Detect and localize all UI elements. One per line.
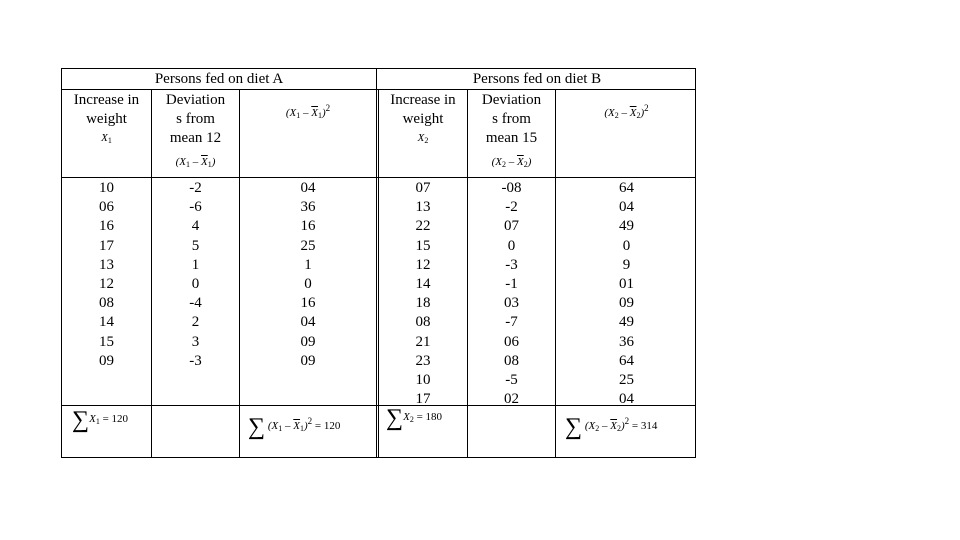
x-sub: 2	[502, 160, 506, 169]
x-sub: 2	[409, 415, 414, 424]
table-cell: 0	[304, 276, 312, 293]
b-x-var: X	[417, 132, 425, 144]
table-cell: 16	[99, 218, 114, 235]
table-cell: 13	[415, 199, 431, 216]
sigma-symbol: ∑	[72, 407, 90, 433]
xbar-var: $\overline{X}$	[517, 156, 524, 168]
header-b-deviation-line2: s from	[492, 111, 531, 127]
x-sub: 1	[278, 424, 283, 433]
paren-close: )	[527, 156, 532, 168]
table-cell: -1	[505, 276, 518, 293]
sum-value: = 314	[629, 420, 658, 432]
paren-open: (	[267, 420, 272, 432]
power: 2	[624, 416, 630, 426]
table-cell: 36	[300, 199, 316, 216]
column-b-x2	[379, 179, 467, 409]
b-x-sub: 2	[424, 136, 429, 145]
header-b-increase-line1: Increase in	[390, 92, 456, 108]
paren-close: )	[304, 420, 308, 432]
header-a-increase-line2: weight	[86, 111, 127, 127]
sigma-symbol: ∑	[386, 405, 404, 431]
xbar-var: $\overline{X}$	[610, 420, 617, 432]
x-sub: 2	[595, 424, 600, 433]
minus: –	[618, 107, 630, 119]
table-cell: 07	[504, 218, 519, 235]
sum-a-squared	[248, 414, 340, 441]
header-a-increase-line1: Increase in	[73, 92, 140, 108]
a-x-var: X	[101, 132, 108, 144]
table-cell: 0	[622, 237, 631, 254]
table-cell: 09	[300, 352, 316, 369]
table-cell: 04	[300, 314, 316, 331]
paren-open: (	[491, 156, 496, 168]
header-b-deviation	[468, 91, 555, 174]
paren-open: (	[175, 156, 180, 168]
table-cell: 16	[300, 218, 316, 235]
table-cell: 12	[99, 276, 114, 293]
diet-weight-table	[61, 68, 696, 458]
table-cell: 14	[99, 314, 114, 331]
header-a-squared	[240, 99, 376, 125]
power: 2	[325, 103, 331, 113]
header-b-increase-line2: weight	[402, 111, 444, 127]
table-cell: 09	[300, 333, 316, 350]
minus: –	[599, 420, 611, 432]
x-sub: 1	[186, 160, 190, 169]
table-cell: 36	[619, 333, 634, 350]
table-cell: 18	[415, 295, 431, 312]
x-sub: 1	[296, 111, 301, 120]
header-a-increase	[62, 91, 151, 150]
table-cell: 06	[99, 199, 114, 216]
table-cell: -6	[189, 199, 202, 216]
table-cell: 04	[300, 180, 316, 196]
table-cell: 49	[619, 314, 634, 331]
sigma-symbol: ∑	[248, 414, 266, 440]
table-cell: 07	[415, 180, 431, 196]
table-cell: 03	[504, 295, 519, 312]
table-cell: 09	[619, 295, 634, 312]
group-header-diet-a: Persons fed on diet A	[154, 71, 284, 87]
table-cell: 5	[191, 237, 200, 254]
x-var: X	[271, 420, 279, 432]
table-cell: 15	[99, 333, 114, 350]
table-cell: 14	[415, 276, 431, 293]
table-cell: 2	[191, 314, 200, 331]
table-cell: 64	[619, 180, 634, 196]
x-var: X	[179, 156, 186, 168]
xbar-var: $\overline{X}$	[201, 156, 208, 168]
header-b-deviation-line3: mean 15	[485, 130, 538, 146]
sum-value: = 120	[99, 413, 129, 425]
xbar-sub: 1	[300, 424, 304, 433]
header-a-sq-expr	[240, 99, 376, 125]
table-cell: 08	[99, 295, 114, 312]
table-cell: 09	[99, 352, 114, 369]
divider-row-group	[62, 89, 695, 90]
table-cell: 17	[415, 391, 431, 408]
table-cell: 02	[504, 391, 519, 408]
table-cell: -4	[189, 295, 202, 312]
header-b-deviation-line1: Deviation	[481, 92, 542, 108]
table-cell: 10	[415, 372, 431, 389]
sigma-symbol: ∑	[565, 414, 583, 440]
table-cell: 3	[191, 333, 200, 350]
header-b-increase	[379, 91, 467, 150]
header-a-deviation-line1: Deviation	[165, 92, 226, 108]
sum-value: = 180	[413, 411, 443, 423]
table-cell: 08	[415, 314, 431, 331]
table-cell: 21	[415, 333, 431, 350]
table-cell: 4	[191, 218, 200, 235]
table-cell: 10	[99, 180, 114, 196]
table-cell: 9	[622, 256, 631, 273]
table-cell: 01	[619, 276, 634, 293]
table-cell: -3	[505, 256, 518, 273]
x-sub: 2	[614, 111, 619, 120]
xbar-sub: 1	[207, 160, 212, 169]
table-cell: -5	[505, 372, 518, 389]
table-cell: 0	[191, 276, 200, 293]
paren-open: (	[604, 107, 609, 119]
power: 2	[644, 103, 649, 113]
column-b-squared	[556, 179, 697, 409]
paren-open: (	[584, 420, 589, 432]
xbar-sub: 2	[617, 424, 621, 433]
sum-b-squared	[565, 414, 657, 441]
table-cell: 12	[415, 256, 431, 273]
header-a-deviation	[152, 91, 239, 174]
header-a-deviation-line2: s from	[176, 111, 215, 127]
sum-a-x1	[72, 407, 128, 434]
minus: –	[282, 420, 294, 432]
header-a-x1-symbol	[62, 129, 151, 150]
table-cell: -2	[189, 180, 202, 196]
column-a-x1	[62, 179, 151, 371]
header-b-x2-symbol	[379, 129, 467, 150]
header-a-deviation-line3: mean 12	[169, 130, 222, 146]
sum-value: = 120	[312, 420, 341, 432]
table-cell: -2	[505, 199, 518, 216]
divider-group	[376, 69, 377, 457]
table-cell: 25	[300, 237, 316, 254]
table-cell: 15	[415, 237, 431, 254]
table-cell: 25	[619, 372, 634, 389]
table-cell: 1	[191, 256, 200, 273]
table-cell: 04	[619, 199, 634, 216]
header-b-dev-expr	[468, 153, 555, 174]
x-var: X	[608, 107, 615, 119]
table-cell: -08	[501, 180, 522, 196]
x-var: X	[89, 413, 96, 425]
column-a-deviation	[152, 179, 239, 371]
paren-close: )	[321, 107, 326, 119]
x-sub: 1	[95, 417, 100, 426]
xbar-var: $\overline{X}$	[629, 107, 637, 119]
table-cell: 13	[99, 256, 114, 273]
x-var: X	[495, 156, 502, 168]
xbar-sub: 2	[523, 160, 528, 169]
table-cell: -3	[189, 352, 202, 369]
xbar-var: $\overline{X}$	[311, 107, 318, 119]
xbar-sub: 2	[636, 111, 641, 120]
table-cell: 0	[507, 237, 516, 254]
minus: –	[506, 156, 517, 168]
column-b-deviation	[468, 179, 555, 409]
x-var: X	[588, 420, 596, 432]
header-b-sq-expr	[556, 99, 697, 125]
table-cell: 64	[619, 352, 634, 369]
table-cell: 23	[415, 352, 431, 369]
table-cell: -7	[505, 314, 518, 331]
table-cell: 49	[619, 218, 634, 235]
xbar-sub: 1	[317, 111, 322, 120]
table-cell: 04	[619, 391, 634, 408]
paren-close: )	[621, 420, 625, 432]
divider-row-header	[62, 177, 695, 178]
power: 2	[307, 416, 313, 426]
column-a-squared	[240, 179, 376, 371]
paren-close: )	[211, 156, 216, 168]
header-b-squared	[556, 99, 697, 125]
table-cell: 22	[415, 218, 431, 235]
x-var: X	[289, 107, 297, 119]
table-cell: 17	[99, 237, 114, 254]
table-cell: 06	[504, 333, 519, 350]
minus: –	[190, 156, 201, 168]
table-cell: 1	[304, 256, 312, 273]
group-header-diet-b: Persons fed on diet B	[472, 71, 602, 87]
paren-close: )	[640, 107, 645, 119]
a-x-sub: 1	[107, 136, 112, 145]
table-cell: 16	[300, 295, 316, 312]
x-var: X	[403, 411, 410, 423]
sum-b-x2	[386, 405, 442, 432]
paren-open: (	[285, 107, 290, 119]
minus: –	[300, 107, 312, 119]
header-a-dev-expr	[152, 153, 239, 174]
table-cell: 08	[504, 352, 519, 369]
xbar-var: $\overline{X}$	[293, 420, 300, 432]
